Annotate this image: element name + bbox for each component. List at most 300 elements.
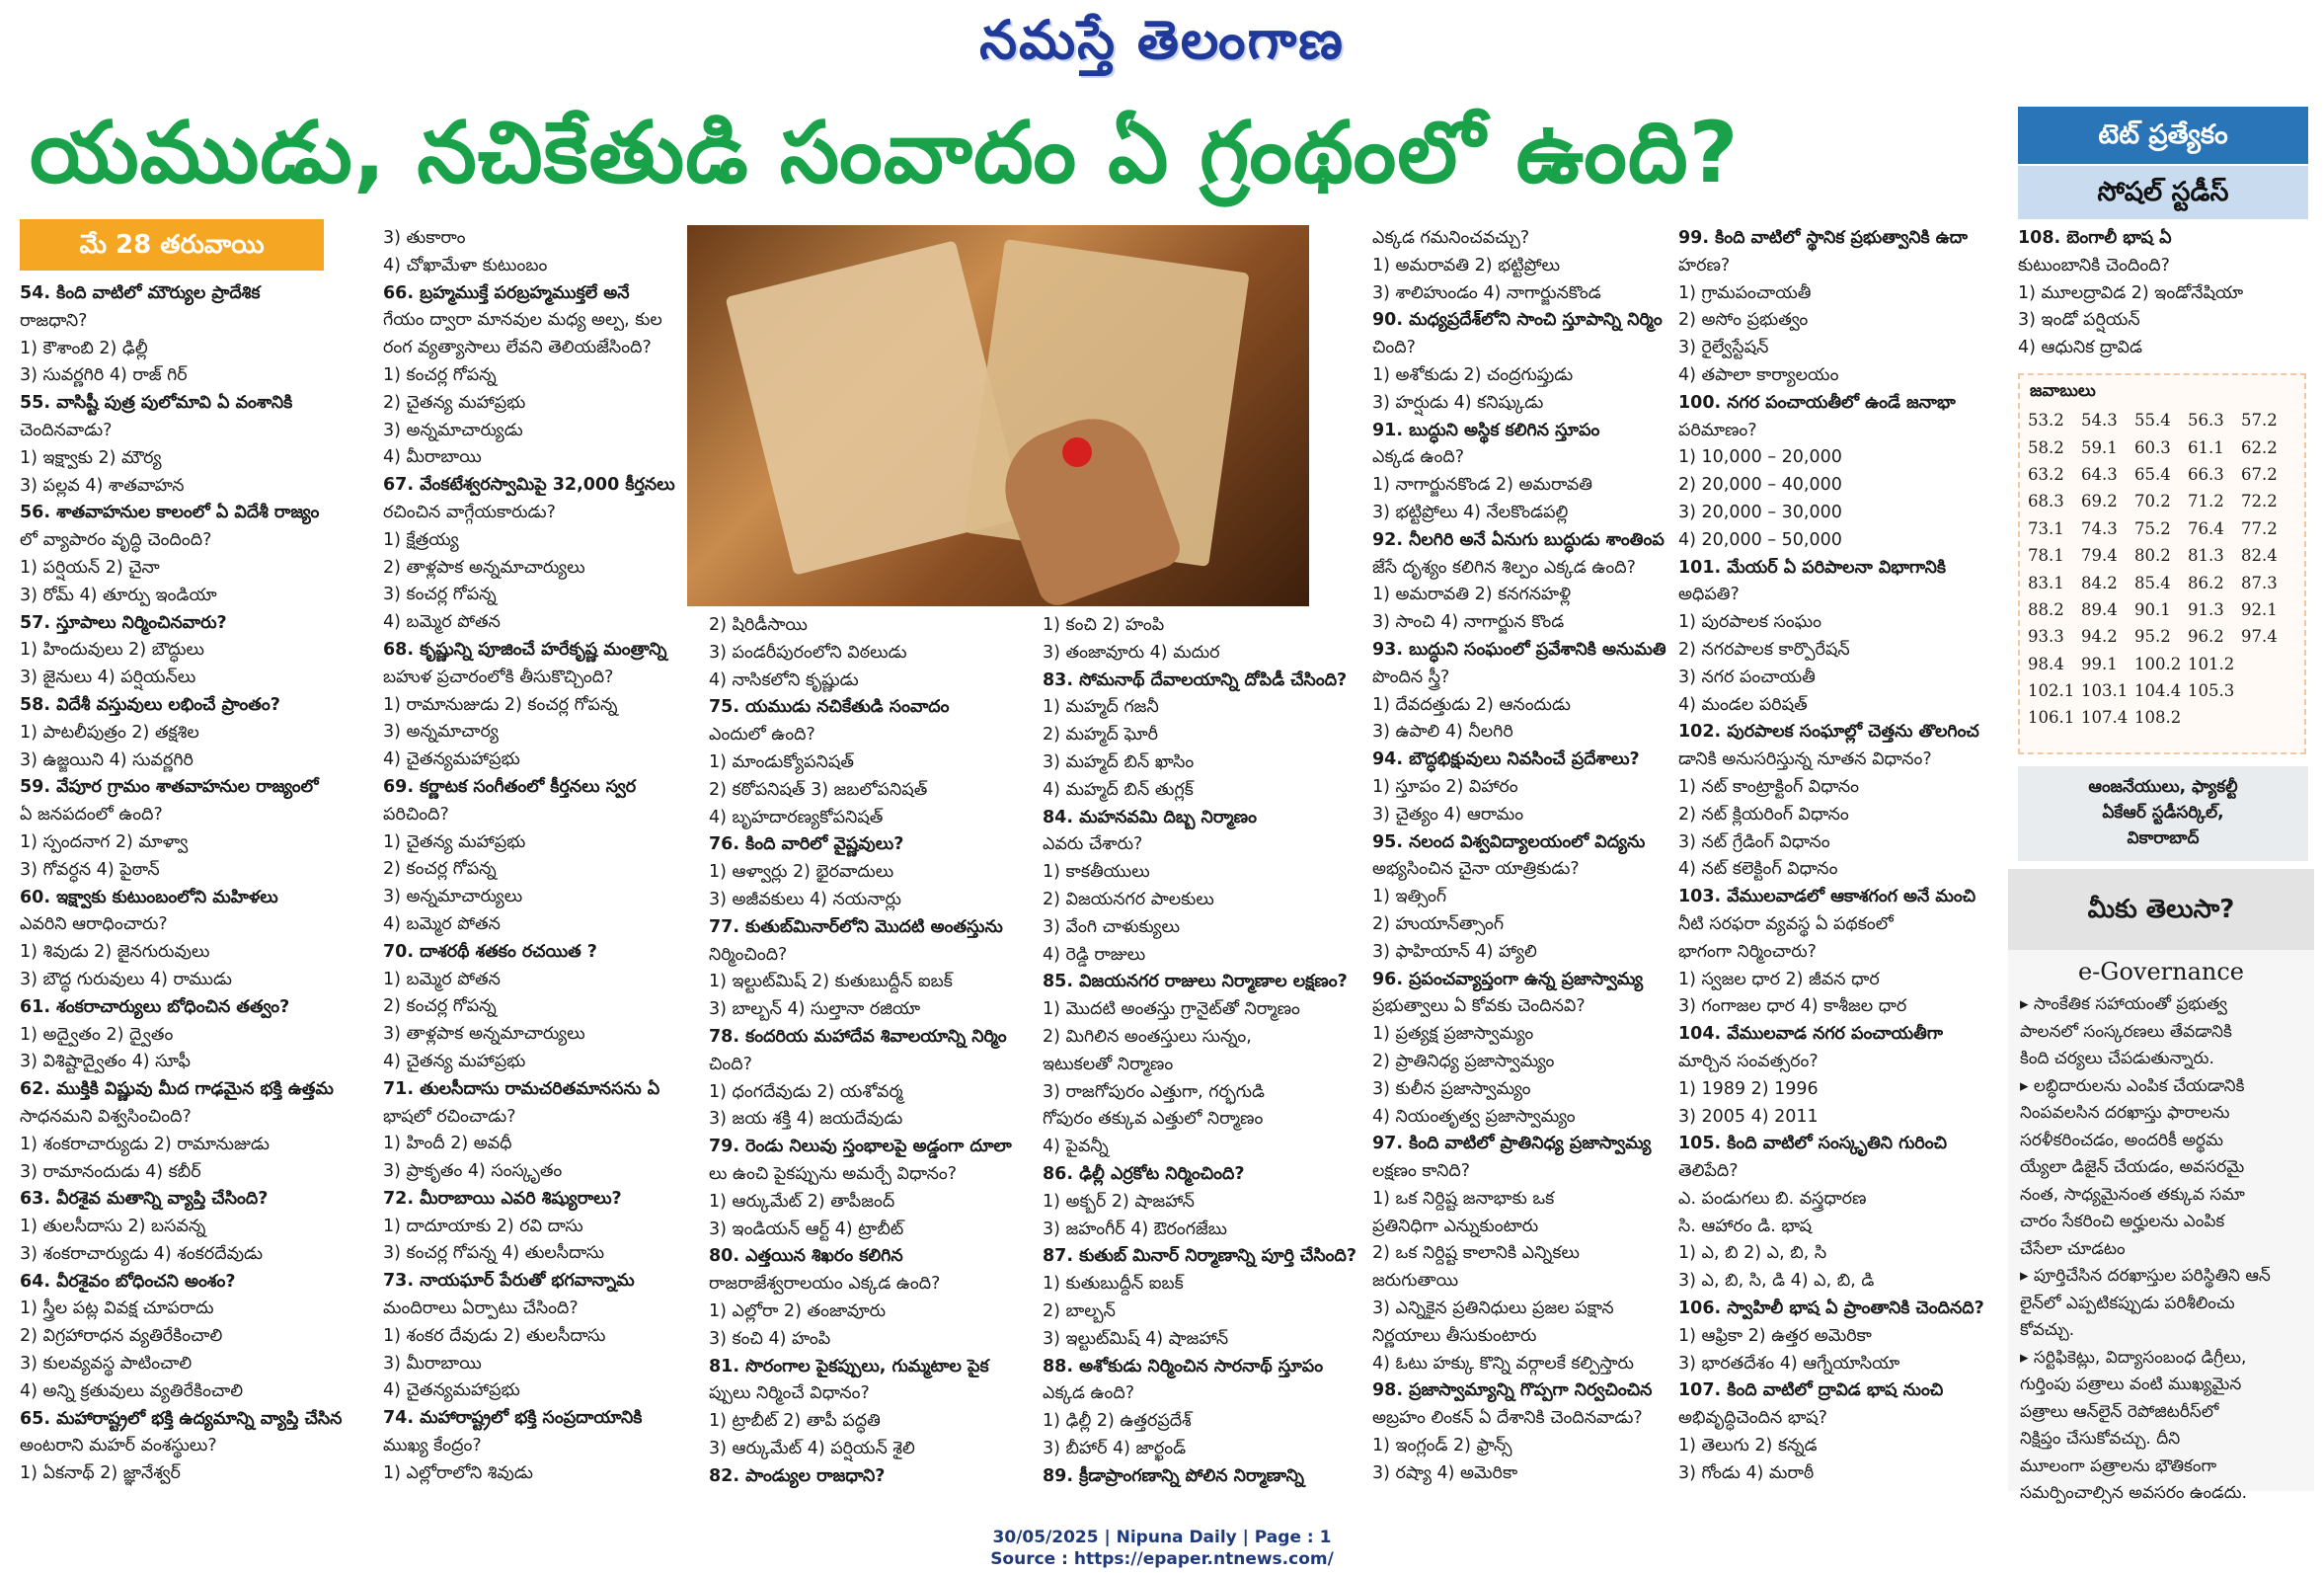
option-line: 1) అమరావతి 2) భట్టిప్రోలు [1372, 255, 1561, 275]
option-line: 3) తుకారాం [383, 228, 466, 248]
option-line: 3) శాలిహుండం 4) నాగార్జునకొండ [1372, 282, 1601, 303]
option-line: 1) స్వజల ధార 2) జీవన ధార [1678, 969, 1880, 989]
option-line: 2) ఒక నిర్దిష్ట కాలానికి ఎన్నికలు [1372, 1243, 1580, 1264]
option-line: 3) ఉజ్జయిని 4) సువర్ణగిరి [20, 749, 194, 770]
headline: యముడు, నచికేతుడి సంవాదం ఏ గ్రంథంలో ఉంది? [30, 104, 1740, 202]
option-line: 3) కంచర్ల గోపన్న [383, 585, 497, 605]
option-line: అభ్యసించిన చైనా యాత్రికుడు? [1372, 859, 1580, 880]
question-line: 88. అశోకుడు నిర్మించిన సారనాథ్ స్తూపం [1043, 1356, 1324, 1376]
footer-line-2: Source : https://epaper.ntnews.com/ [990, 1549, 1334, 1569]
option-line: 2) కంచర్ల గోపన్న [383, 859, 497, 880]
question-line: 93. బుద్ధుని సంఘంలో ప్రవేశానికి అనుమతి [1372, 639, 1666, 660]
question-line: 79. రెండు నిలువు స్తంభాలపై అడ్డంగా దూలా [709, 1137, 1012, 1157]
option-line: 3) భారతదేశం 4) ఆగ్నేయాసియా [1678, 1353, 1900, 1374]
question-line: 78. కందరియ మహాదేవ శివాలయాన్ని నిర్మిం [709, 1026, 1007, 1047]
option-line: 2) చైతన్య మహాప్రభు [383, 392, 526, 413]
option-line: 1) ఎ, బి 2) ఎ, బి, సి [1678, 1243, 1827, 1264]
option-line: 3) గోండు 4) మరాఠీ [1678, 1462, 1815, 1483]
option-line: 4) చైతన్య మహాప్రభు [383, 1051, 526, 1071]
option-line: ఎక్కడ ఉంది? [1043, 1383, 1135, 1404]
option-line: 3) కులీన ప్రజాస్వామ్యం [1372, 1078, 1531, 1099]
option-line: లో వ్యాపారం వృద్ధి చెందింది? [20, 530, 212, 551]
option-line: 3) ఎ, బి, సి, డి 4) ఎ, బి, డి [1678, 1271, 1875, 1292]
answer-cell: 68.3 [2028, 492, 2064, 511]
option-line: 4) మీరాబాయి [383, 447, 482, 468]
answer-cell [2241, 704, 2294, 731]
option-line: రాజరాజేశ్వరాలయం ఎక్కడ ఉంది? [709, 1274, 941, 1295]
option-line: రచించిన వాగ్గేయకారుడు? [383, 502, 556, 522]
option-line: 3) 2005 4) 2011 [1678, 1106, 1819, 1127]
answer-cell: 95.2 [2134, 627, 2171, 647]
question-line: 74. మహారాష్ట్రలో భక్తి సంప్రదాయానికి [383, 1408, 643, 1429]
option-line: 1) 1989 2) 1996 [1678, 1078, 1819, 1099]
option-line: 2) షిరిడీసాయి [709, 615, 808, 635]
answer-cell: 62.2 [2241, 437, 2278, 457]
option-line: అబ్రహం లింకన్ ఏ దేశానికి చెందినవాడు? [1372, 1408, 1643, 1429]
option-line: 4) ఓటు హక్కు కొన్ని వర్గాలకే కల్పిస్తారు [1372, 1353, 1634, 1374]
option-line: జరుగుతాయి [1372, 1271, 1459, 1292]
option-line: 1) ఆళ్వార్లు 2) భైరవాదులు [709, 862, 894, 883]
answers-row [2028, 677, 2294, 704]
answer-cell: 106.1 [2028, 708, 2075, 728]
option-line: 4) నాసికలోని కృష్ణుడు [709, 669, 859, 690]
option-line: 1) ఇక్ష్వాకు 2) మౌర్య [20, 447, 162, 468]
option-line: 2) 20,000 – 40,000 [1678, 475, 1842, 496]
answer-cell: 108.2 [2134, 708, 2182, 728]
option-line: భాగంగా నిర్మించారు? [1678, 941, 1817, 962]
option-line: 2) నట్ క్లియరింగ్ విధానం [1678, 804, 1849, 825]
question-line: 64. వీరశైవం బోధించని అంశం? [20, 1271, 236, 1292]
answer-cell: 77.2 [2241, 518, 2278, 538]
answers-table [2028, 407, 2294, 732]
egov-line: ▸ సాంకేతిక సహాయంతో ప్రభుత్వ [2020, 994, 2227, 1014]
answers-title: జవాబులు [2030, 381, 2096, 401]
option-line: 3) బౌద్ధ గురువులు 4) రాముడు [20, 969, 232, 989]
answer-cell: 100.2 [2134, 654, 2182, 673]
date-tag: మే 28 తరువాయి [20, 219, 324, 271]
option-line: 1) నట్ కాంట్రాక్టింగ్ విధానం [1678, 776, 1860, 797]
option-line: 3) ఇండో పర్షియన్ [2018, 310, 2140, 331]
column-6 [1678, 225, 1994, 1499]
option-line: 3) సాంచి 4) నాగార్జున కొండ [1372, 612, 1565, 633]
answer-cell: 98.4 [2028, 654, 2064, 673]
option-line: ఇటుకలతో నిర్మాణం [1043, 1054, 1174, 1074]
option-line: 3) జహంగీర్ 4) ఔరంగజేబు [1043, 1219, 1227, 1239]
option-line: 1) ప్రత్యక్ష ప్రజాస్వామ్యం [1372, 1024, 1534, 1045]
egov-line: పాలనలో సంస్కరణలు తేవడానికి [2020, 1021, 2232, 1042]
option-line: 1) 10,000 – 20,000 [1678, 447, 1842, 468]
option-line: 2) కఠోపనిషత్ 3) జబలోపనిషత్ [709, 779, 928, 800]
egov-line: మూలంగా పత్రాలను భౌతికంగా [2020, 1455, 2217, 1476]
option-line: 4) చైతన్యమహాప్రభు [383, 749, 520, 770]
option-line: 1) ఆఫ్రికా 2) ఉత్తర అమెరికా [1678, 1325, 1872, 1346]
credit-line: వికారాబాద్ [2127, 828, 2200, 848]
option-line: నిర్ణయాలు తీసుకుంటారు [1372, 1325, 1537, 1346]
answer-cell: 102.1 [2028, 681, 2075, 701]
option-line: 3) రామానందుడు 4) కబీర్ [20, 1161, 201, 1182]
option-line: కుటుంబానికి చెందింది? [2018, 255, 2170, 275]
question-line: 81. సొరంగాల పైకప్పులు, గుమ్మటాల పైక [709, 1356, 989, 1376]
option-line: గేయం ద్వారా మానవుల మధ్య అల్ప, కుల [383, 310, 662, 331]
option-line: చింది? [1372, 338, 1416, 358]
answer-cell: 107.4 [2081, 708, 2129, 728]
option-line: 3) శంకరాచార్యుడు 4) శంకరదేవుడు [20, 1243, 264, 1264]
answer-cell: 103.1 [2081, 681, 2129, 701]
option-line: 1) పురపాలక సంఘం [1678, 612, 1822, 633]
question-line: 98. ప్రజాస్వామ్యాన్ని గొప్పగా నిర్వచించిన [1372, 1380, 1653, 1401]
option-line: 2) విగ్రహారాధన వ్యతిరేకించాలి [20, 1326, 223, 1347]
answer-cell: 57.2 [2241, 411, 2278, 431]
option-line: ప్పులు నిర్మించే విధానం? [709, 1383, 870, 1404]
question-line: 108. బెంగాలీ భాష ఏ [2018, 228, 2172, 248]
egov-line: పత్రాలు ఆన్‌లైన్ రెపోజిటరీస్‌లో [2020, 1401, 2219, 1422]
answer-cell: 87.3 [2241, 573, 2278, 592]
answers-row [2028, 488, 2294, 514]
answer-cell: 91.3 [2188, 599, 2224, 619]
option-line: 1) పర్షియన్ 2) చైనా [20, 557, 160, 578]
option-line: నిర్మించింది? [709, 944, 788, 965]
option-line: గోపురం తక్కువ ఎత్తులో నిర్మాణం [1043, 1109, 1264, 1130]
option-line: 3) కంచి 4) హంపి [709, 1328, 831, 1349]
option-line: 1) మూలద్రావిడ 2) ఇండోనేషియా [2018, 282, 2244, 303]
answers-row [2028, 596, 2294, 623]
question-line: 75. యముడు నచికేతుడి సంవాదం [709, 697, 950, 718]
question-line: 87. కుతుబ్ మినార్ నిర్మాణాన్ని పూర్తి చేసింది? [1043, 1246, 1356, 1267]
option-line: 1) తులసీదాసు 2) బసవన్న [20, 1217, 206, 1237]
egov-line: చేసేలా చూడటం [2020, 1238, 2126, 1259]
option-line: 4) చైతన్యమహాప్రభు [383, 1380, 520, 1401]
answer-cell: 61.1 [2188, 437, 2224, 457]
question-line: 77. కుతుబ్‌మినార్‌లోని మొదటి అంతస్తును [709, 916, 1003, 937]
question-line: 67. వేంకటేశ్వరస్వామిపై 32,000 కీర్తనలు [383, 475, 675, 496]
question-line: 62. ముక్తికి విష్ణువు మీద గాఢమైన భక్తి ఉత్తమ [20, 1079, 334, 1100]
option-line: 3) ఉపాలి 4) నీలగిరి [1372, 722, 1513, 743]
option-line: మందిరాలు ఏర్పాటు చేసింది? [383, 1298, 579, 1319]
option-line: 3) బాల్బన్ 4) సుల్తానా రజియా [709, 999, 921, 1020]
option-line: పరిచింది? [383, 804, 449, 825]
option-line: 3) రైల్వేస్టేషన్ [1678, 338, 1769, 358]
egov-line: లైన్‌లో ఎప్పటికప్పుడు పరిశీలించు [2020, 1293, 2235, 1313]
option-line: ముఖ్య కేంద్రం? [383, 1436, 482, 1456]
answer-cell: 53.2 [2028, 411, 2064, 431]
column-2 [383, 225, 679, 1499]
question-line: 69. కర్ణాటక సంగీతంలో కీర్తనలు స్వర [383, 776, 637, 797]
question-line: 84. మహనవమి దిబ్బ నిర్మాణం [1043, 807, 1257, 827]
option-line: లు ఉంచి పైకప్పును అమర్చే విధానం? [709, 1163, 958, 1184]
option-line: 3) గంగాజల ధార 4) కాశీజల ధార [1678, 996, 1907, 1017]
option-line: ప్రభుత్వాలు ఏ కోవకు చెందినవి? [1372, 996, 1586, 1017]
answer-cell: 69.2 [2081, 492, 2118, 511]
option-line: 3) ఆర్కుమేట్ 4) పర్షియన్ శైలి [709, 1438, 915, 1458]
answer-cell: 86.2 [2188, 573, 2224, 592]
option-line: పరిమాణం? [1678, 420, 1757, 440]
option-line: 2) విజయనగర పాలకులు [1043, 889, 1214, 909]
option-line: జేసే దృశ్యం కలిగిన శిల్పం ఎక్కడ ఉంది? [1372, 557, 1636, 578]
option-line: 1) దాదూయాకు 2) రవి దాసు [383, 1216, 583, 1236]
column-3 [709, 612, 1035, 1501]
answer-cell: 97.4 [2241, 627, 2278, 647]
answer-cell: 58.2 [2028, 437, 2064, 457]
option-line: 3) అన్నమాచార్యుడు [383, 420, 523, 440]
option-line: 4) తపాలా కార్యాలయం [1678, 364, 1839, 385]
answers-row [2028, 461, 2294, 488]
option-line: అభివృద్ధిచెందిన భాష? [1678, 1408, 1827, 1429]
answer-cell: 59.1 [2081, 437, 2118, 457]
answers-row [2028, 651, 2294, 677]
option-line: 1) శంకరాచార్యుడు 2) రామానుజుడు [20, 1134, 270, 1154]
answers-row [2028, 433, 2294, 460]
option-line: 2) మహ్మద్ ఘోరీ [1043, 725, 1158, 746]
egov-title: e-Governance [2077, 958, 2245, 985]
did-you-know-title: మీకు తెలుసా? [2008, 869, 2314, 950]
answer-cell: 79.4 [2081, 546, 2118, 566]
question-line: 106. స్వాహిలీ భాష ఏ ప్రాంతానికి చెందినది? [1678, 1298, 1984, 1319]
option-line: 3) రోమ్ 4) తూర్పు ఇండియా [20, 585, 217, 605]
option-line: 1) ఒక నిర్దిష్ట జనాభాకు ఒక [1372, 1188, 1555, 1209]
answer-cell [2241, 651, 2294, 677]
option-line: 4) 20,000 – 50,000 [1678, 529, 1842, 550]
answer-cell: 84.2 [2081, 573, 2118, 592]
option-line: 1) స్తూపం 2) విహారం [1372, 776, 1518, 797]
option-line: 4) నియంతృత్వ ప్రజాస్వామ్యం [1372, 1106, 1576, 1127]
answer-cell: 76.4 [2188, 518, 2224, 538]
answer-cell: 73.1 [2028, 518, 2064, 538]
egov-line: చారం సేకరించి అర్హులను ఎంపిక [2020, 1212, 2225, 1231]
option-line: 2) కంచర్ల గోపన్న [383, 996, 497, 1017]
answer-cell: 81.3 [2188, 546, 2224, 566]
option-line: 3) వేంగి చాళుక్యులు [1043, 916, 1181, 937]
answer-cell: 55.4 [2134, 411, 2171, 431]
option-line: 3) జైనులు 4) పర్షియన్‌లు [20, 668, 196, 688]
question-line: 99. కింది వాటిలో స్థానిక ప్రభుత్వానికి ఉదా [1678, 228, 1968, 248]
option-line: 1) పాటలీపుత్రం 2) తక్షశిల [20, 722, 199, 743]
question-line: 57. స్తూపాలు నిర్మించినవారు? [20, 612, 227, 633]
option-line: 1) హిందీ 2) అవధీ [383, 1134, 512, 1154]
option-line: 1) కాకతీయులు [1043, 862, 1150, 883]
question-line: 70. దాశరథీ శతకం రచయిత ? [383, 941, 597, 962]
option-line: అంటరాని మహర్ వంశస్థులు? [20, 1436, 217, 1456]
option-line: 1) చైతన్య మహాప్రభు [383, 831, 526, 852]
question-line: 103. వేములవాడలో ఆకాశగంగ అనే మంచి [1678, 887, 1976, 907]
option-line: చెందినవాడు? [20, 420, 113, 440]
egov-line: నంత, సాధ్యమైనంత తక్కువ సమా [2020, 1184, 2245, 1205]
option-line: 1) కంచర్ల గోపన్న [383, 364, 497, 385]
question-line: 100. నగర పంచాయతీలో ఉండే జనాభా [1678, 392, 1956, 413]
option-line: 1) తెలుగు 2) కన్నడ [1678, 1436, 1818, 1456]
option-line: పొందిన స్త్రీ? [1372, 667, 1450, 687]
column-4 [1043, 612, 1368, 1501]
question-line: 91. బుద్ధుని అస్థిక కలిగిన స్తూపం [1372, 420, 1600, 440]
option-line: 3) తాళ్లపాక అన్నమాచార్యులు [383, 1024, 585, 1045]
question-line: 105. కింది వాటిలో సంస్కృతిని గురించి [1678, 1134, 1948, 1154]
option-line: 1) మహ్మద్ గజనీ [1043, 697, 1159, 718]
question-line: 71. తులసీదాసు రామచరితమానసను ఏ [383, 1078, 660, 1099]
option-line: 3) మీరాబాయి [383, 1353, 482, 1374]
option-line: 3) ఇండియన్ ఆర్ట్ 4) ట్రాబీట్ [709, 1219, 904, 1239]
option-line: 1) అద్వైతం 2) ద్వైతం [20, 1024, 174, 1045]
option-line: 4) ఆధునిక ద్రావిడ [2018, 338, 2142, 358]
option-line: 4) మండల పరిషత్ [1678, 694, 1808, 715]
answer-cell: 89.4 [2081, 599, 2118, 619]
question-line: 85. విజయనగర రాజులు నిర్మాణాల లక్షణం? [1043, 972, 1348, 992]
question-line: 82. పాండ్యుల రాజధాని? [709, 1465, 886, 1486]
answer-cell: 65.4 [2134, 464, 2171, 484]
question-line: 107. కింది వాటిలో ద్రావిడ భాష నుంచి [1678, 1380, 1944, 1401]
option-line: లక్షణం కానిది? [1372, 1161, 1470, 1182]
option-line: 3) నట్ గ్రేడింగ్ విధానం [1678, 831, 1830, 852]
question-line: 104. వేములవాడ నగర పంచాయతీగా [1678, 1024, 1943, 1045]
answers-row [2028, 569, 2294, 595]
egov-line: సరళీకరించడం, అందరికీ అర్థమ [2020, 1130, 2223, 1150]
question-line: 92. నీలగిరి అనే ఏనుగు బుద్ధుడు శాంతింప [1372, 529, 1665, 550]
option-line: 4) రెడ్డి రాజులు [1043, 944, 1146, 965]
answer-cell: 105.3 [2188, 681, 2235, 701]
option-line: 3) జయ శక్తి 4) జయదేవుడు [709, 1109, 903, 1130]
question-line: 58. విదేశీ వస్తువులు లభించే ప్రాంతం? [20, 694, 280, 715]
option-line: 2) హుయాన్‌త్సాంగ్ [1372, 913, 1505, 934]
option-line: ప్రతినిధిగా ఎన్నుకుంటారు [1372, 1216, 1539, 1236]
option-line: ఎందులో ఉంది? [709, 725, 815, 746]
egov-line: ▸ పూర్తిచేసిన దరఖాస్తుల పరిస్థితిని ఆన్ [2020, 1266, 2271, 1286]
option-line: 1) బమ్మెర పోతన [383, 969, 501, 989]
option-line: నీటి సరఫరా వ్యవస్థ ఏ పథకంలో [1678, 913, 1894, 934]
option-line: 4) మహ్మద్ బిన్ తుగ్లక్ [1043, 779, 1194, 800]
answers-row [2028, 542, 2294, 569]
column-7 [2018, 225, 2314, 368]
option-line: 1) కౌశాంబి 2) ఢిల్లీ [20, 338, 148, 358]
question-line: 63. వీరశైవ మతాన్ని వ్యాప్తి చేసింది? [20, 1189, 269, 1210]
option-line: 4) అన్ని క్రతువులు వ్యతిరేకించాలి [20, 1380, 244, 1401]
option-line: 1) ఏకనాథ్ 2) జ్ఞానేశ్వర్ [20, 1463, 181, 1484]
egov-body [2008, 991, 2314, 1508]
option-line: 1) మాండుక్యోపనిషత్ [709, 751, 854, 772]
option-line: 3) హర్షుడు 4) కనిష్కుడు [1372, 392, 1544, 413]
answer-cell: 67.2 [2241, 464, 2278, 484]
option-line: 1) ఇంగ్లండ్ 2) ఫ్రాన్స్ [1372, 1436, 1512, 1456]
answers-box [2018, 373, 2306, 754]
answer-cell: 94.2 [2081, 627, 2118, 647]
option-line: 3) ఫాహియాన్ 4) హ్యాలి [1372, 941, 1537, 962]
answer-cell: 54.3 [2081, 411, 2118, 431]
answer-cell: 63.2 [2028, 464, 2064, 484]
answers-row [2028, 623, 2294, 650]
question-line: 95. నలంద విశ్వవిద్యాలయంలో విద్యను [1372, 831, 1646, 852]
option-line: 3) అన్నమాచార్య [383, 722, 499, 743]
option-line: ఎక్కడ గమనించవచ్చు? [1372, 228, 1530, 248]
option-line: 1) శంకర దేవుడు 2) తులసీదాసు [383, 1325, 606, 1346]
option-line: ఎ. పండుగలు బి. వస్త్రధారణ [1678, 1188, 1867, 1209]
question-line: 90. మధ్యప్రదేశ్‌లోని సాంచి స్తూపాన్ని నిర్మిం [1372, 310, 1663, 331]
answer-cell: 82.4 [2241, 546, 2278, 566]
answer-cell: 60.3 [2134, 437, 2171, 457]
option-line: భాషలో రచించాడు? [383, 1106, 516, 1127]
option-line: 3) రష్యా 4) అమెరికా [1372, 1462, 1518, 1483]
option-line: రంగ వ్యత్యాసాలు లేవని తెలియజేసింది? [383, 338, 652, 358]
option-line: తెలిపేది? [1678, 1161, 1739, 1182]
option-line: 2) మిగిలిన అంతస్తులు సున్నం, [1043, 1026, 1252, 1047]
question-line: 86. ఢిల్లీ ఎర్రకోట నిర్మించింది? [1043, 1163, 1245, 1184]
answer-cell: 72.2 [2241, 492, 2278, 511]
answer-cell: 90.1 [2134, 599, 2171, 619]
answer-cell: 85.4 [2134, 573, 2171, 592]
option-line: 1) రామానుజుడు 2) కంచర్ల గోపన్న [383, 694, 618, 715]
question-line: 83. సోమనాథ్ దేవాలయాన్ని దోపిడీ చేసింది? [1043, 669, 1348, 690]
option-line: 4) బమ్మెర పోతన [383, 612, 501, 633]
answers-row [2028, 515, 2294, 542]
egov-line: య్యేలా డిజైన్ చేయడం, అవసరమై [2020, 1157, 2245, 1177]
option-line: 3) నగర పంచాయతీ [1678, 667, 1816, 687]
option-line: ఎవరిని ఆరాధించారు? [20, 914, 168, 935]
option-line: సి. ఆహారం డి. భాష [1678, 1216, 1813, 1236]
answer-cell: 92.1 [2241, 599, 2278, 619]
option-line: 4) పైవన్నీ [1043, 1137, 1109, 1157]
option-line: 3) మహ్మద్ బిన్ ఖాసిం [1043, 751, 1195, 772]
option-line: 2) నగరపాలక కార్పొరేషన్ [1678, 639, 1850, 660]
option-line: 3) రాజగోపురం ఎత్తుగా, గర్భగుడి [1043, 1081, 1265, 1102]
option-line: 1) కుతుబుద్దీన్ ఐబక్ [1043, 1274, 1184, 1295]
answer-cell: 78.1 [2028, 546, 2064, 566]
option-line: 1) క్షేత్రయ్య [383, 529, 459, 550]
option-line: సాధనమని విశ్వసించింది? [20, 1106, 192, 1127]
option-line: 1) గ్రామపంచాయతీ [1678, 282, 1812, 303]
option-line: 1) స్పందనాగ 2) మాళ్వా [20, 831, 189, 852]
option-line: 3) కులవ్యవస్థ పాటించాలి [20, 1354, 193, 1375]
question-line: 97. కింది వాటిలో ప్రాతినిధ్య ప్రజాస్వామ్య [1372, 1134, 1652, 1154]
question-line: 60. ఇక్ష్వాకు కుటుంబంలోని మహిళలు [20, 887, 278, 907]
answer-cell: 88.2 [2028, 599, 2064, 619]
answers-row [2028, 407, 2294, 433]
masthead-title: నమస్తే తెలంగాణ [979, 8, 1345, 71]
option-line: 1) శివుడు 2) జైనగురువులు [20, 942, 210, 963]
flower-petal [1062, 437, 1092, 467]
question-line: 89. క్రీడాప్రాంగణాన్ని పోలిన నిర్మాణాన్ని [1043, 1465, 1304, 1486]
option-line: మార్చిన సంవత్సరం? [1678, 1051, 1819, 1071]
answer-cell: 70.2 [2134, 492, 2171, 511]
option-line: రాజధాని? [20, 310, 88, 331]
option-line: 3) పండరీపురంలోని విఠలుడు [709, 642, 907, 663]
option-line: 4) బమ్మెర పోతన [383, 913, 501, 934]
option-line: ఏ జనపదంలో ఉంది? [20, 805, 163, 826]
question-line: 72. మీరాబాయి ఎవరి శిష్యురాలు? [383, 1188, 622, 1209]
answer-cell: 56.3 [2188, 411, 2224, 431]
egov-line: నిక్షిప్తం చేసుకోవచ్చు. దీని [2020, 1429, 2181, 1449]
option-line: 3) 20,000 – 30,000 [1678, 502, 1842, 522]
question-line: 102. పురపాలక సంఘాల్లో చెత్తను తొలగించ [1678, 722, 1979, 743]
credit-line: ఏకేఆర్ స్టడీసర్కిల్, [2102, 803, 2224, 823]
credit-line: ఆంజనేయులు, ఫ్యాకల్టీ [2088, 777, 2238, 797]
egov-line: సమర్పించాల్సిన అవసరం ఉండదు. [2020, 1483, 2248, 1503]
question-line: 65. మహారాష్ట్రలో భక్తి ఉద్యమాన్ని వ్యాప్తి చేసిన [20, 1408, 343, 1429]
option-line: 1) మొదటి అంతస్తు గ్రానైట్‌తో నిర్మాణం [1043, 999, 1300, 1020]
option-line: 1) దేవదత్తుడు 2) ఆనందుడు [1372, 694, 1571, 715]
option-line: 3) బీహార్ 4) జార్ఖండ్ [1043, 1438, 1187, 1458]
option-line: 2) బాల్బన్ [1043, 1300, 1116, 1321]
option-line: 3) అన్నమాచార్యులు [383, 887, 523, 907]
question-line: 94. బౌద్ధభిక్షువులు నివసించే ప్రదేశాలు? [1372, 749, 1640, 770]
column-5 [1372, 225, 1668, 1499]
option-line: 1) ఇత్సింగ్ [1372, 887, 1447, 907]
question-line: 73. నాయఘార్ పేరుతో భగవాన్నామ [383, 1271, 635, 1292]
answer-cell: 66.3 [2188, 464, 2224, 484]
option-line: 3) పల్లవ 4) శాతవాహన [20, 475, 185, 496]
question-line: 76. కింది వారిలో వైష్ణవులు? [709, 834, 904, 855]
egov-line: ▸ సర్టిఫికెట్లు, విద్యాసంబంధ డిగ్రీలు, [2020, 1347, 2247, 1368]
side-subject: సోషల్ స్టడీస్ [2018, 166, 2308, 219]
option-line: 1) ట్రాబీట్ 2) తాపీ పద్ధతి [709, 1411, 881, 1432]
option-line: 1) ఢిల్లీ 2) ఉత్తరప్రదేశ్ [1043, 1411, 1192, 1432]
column-1 [20, 280, 355, 1497]
option-line: అధిపతి? [1678, 585, 1740, 605]
